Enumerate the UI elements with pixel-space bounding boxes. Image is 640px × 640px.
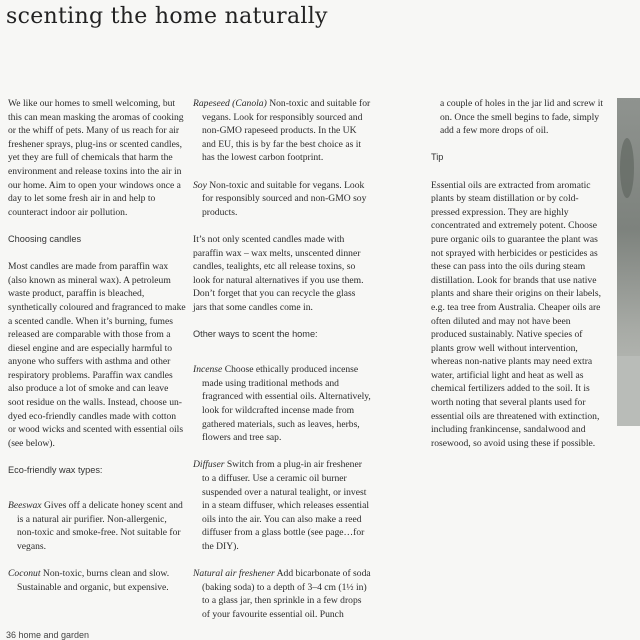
spacer bbox=[8, 491, 186, 499]
intro-paragraph: We like our homes to smell welcoming, but this can mean masking the aromas of cooking or the whiff of pets. Many of us reach for air freshener sprays, plug-ins or scented candles, yet they are full of chemicals that harm the environment and release toxins into the air in our home. Aim to open your windows once a day to let some fresh air in and help to counteract indoor air pollution. bbox=[8, 98, 184, 218]
coconut-text: Non-toxic, burns clean and slow. Sustainable and organic, but expensive. bbox=[17, 568, 170, 593]
soy-text: Non-toxic and suitable for vegans. Look for responsibly sourced and non-GMO soy products. bbox=[202, 179, 367, 218]
beeswax-item bbox=[8, 499, 186, 553]
air-freshener-continued: a couple of holes in the jar lid and screw it on. Once the smell begins to fade, simply add a few more drops of oil. bbox=[440, 98, 604, 137]
incense-item bbox=[193, 363, 371, 445]
tip-paragraph: Essential oils are extracted from aromatic plants by steam distillation or by cold-pressed expression. They are highly concentrated and extremely potent. Choose pure organic oils to guarantee the plant was not sprayed with herbicides or pesticides as these can pass into the oils during steam distillation. Look for brands that use native plants and share their origins on their labels, e.g. tea tree from Australia. Cheaper oils are often diluted and may not have been produced sustainably. Native species of plants grow well without intervention, whereas non-native plants may need extra water, artificial light and heat as well as chemical fertilizers added to the soil. It is worth noting that several plants used for essential oils are threatened with extinction, including frankincense, sandalwood and rosewood, so avoid using these if possible. bbox=[431, 179, 601, 449]
coconut-item bbox=[8, 567, 186, 594]
incense-label: Incense bbox=[193, 364, 223, 376]
diffuser-text: Switch from a plug-in air freshener to a diffuser. Use a ceramic oil burner suspended over a natural tealight, or invest in a steam diffuser, which releases essential oils into the air. You can also make a reed diffuser from a glass bottle (see page…for the DIY). bbox=[202, 459, 370, 552]
column-1 bbox=[8, 97, 186, 608]
plant-leaf-shape bbox=[620, 138, 634, 198]
natural-air-freshener-label: Natural air freshener bbox=[193, 568, 275, 580]
interior-photo bbox=[617, 98, 640, 426]
wax-types-heading: Eco-friendly wax types: bbox=[8, 465, 103, 476]
beeswax-text: Gives off a delicate honey scent and is a natural air purifier. Non-allergenic, non-toxic and smoke-free. Not suitable for vegans. bbox=[17, 500, 183, 552]
spacer bbox=[193, 355, 371, 363]
rapeseed-item bbox=[193, 97, 371, 165]
incense-text: Choose ethically produced incense made using traditional methods and fragranced with essential oils. Alternatively, look for wildcrafted incense made from gathered materials, such as leaves, herbs, flowers and tree sap. bbox=[202, 364, 371, 444]
rapeseed-text: Non-toxic and suitable for vegans. Look for responsibly sourced and non-GMO rapeseed products. In the UK and EU, this is by far the best choice as it has the lowest carbon footprint. bbox=[202, 98, 371, 164]
diffuser-item bbox=[193, 458, 371, 553]
rapeseed-label: Rapeseed (Canola) bbox=[193, 98, 267, 109]
choosing-candles-heading: Choosing candles bbox=[8, 233, 82, 244]
page-footer: 36 home and garden bbox=[6, 630, 90, 640]
coconut-label: Coconut bbox=[8, 568, 41, 580]
scented-candles-paragraph: It’s not only scented candles made with paraffin wax – wax melts, unscented dinner candles, tealights, etc all release toxins, so look for natural alternatives if you use them. Don’t forget that you can recycle the glass jars that some candles come in. bbox=[193, 233, 364, 313]
beeswax-label: Beeswax bbox=[8, 500, 42, 512]
natural-air-freshener-item bbox=[193, 567, 371, 621]
column-2 bbox=[193, 97, 371, 635]
page-title: scenting the home naturally bbox=[6, 4, 328, 29]
other-ways-heading: Other ways to scent the home: bbox=[193, 329, 318, 340]
column-3 bbox=[431, 97, 607, 464]
choosing-candles-paragraph: Most candles are made from paraffin wax (also known as mineral wax). A petroleum waste product, paraffin is bleached, synthetically coloured and fragranced to make a scented candle. When it’s burning, fumes released are comparable with those from a diesel engine and are especially harmful to anyone who suffers with asthma and other respiratory problems. Paraffin wax candles also produce a lot of smoke and can leave soot residue on the walls. Instead, choose un-dyed eco-friendly candles made with cotton or wood wicks and scented with essential oils (see below). bbox=[8, 261, 186, 449]
diffuser-label: Diffuser bbox=[193, 459, 225, 471]
photo-floor-area bbox=[617, 356, 640, 426]
soy-item bbox=[193, 179, 371, 220]
soy-label: Soy bbox=[193, 179, 207, 191]
natural-air-freshener-text: Add bicarbonate of soda (baking soda) to a depth of 3–4 cm (1½ in) to a glass jar, then sprinkle in a few drops of your favourite essential oil. Punch bbox=[202, 568, 371, 620]
tip-heading: Tip bbox=[431, 152, 444, 163]
